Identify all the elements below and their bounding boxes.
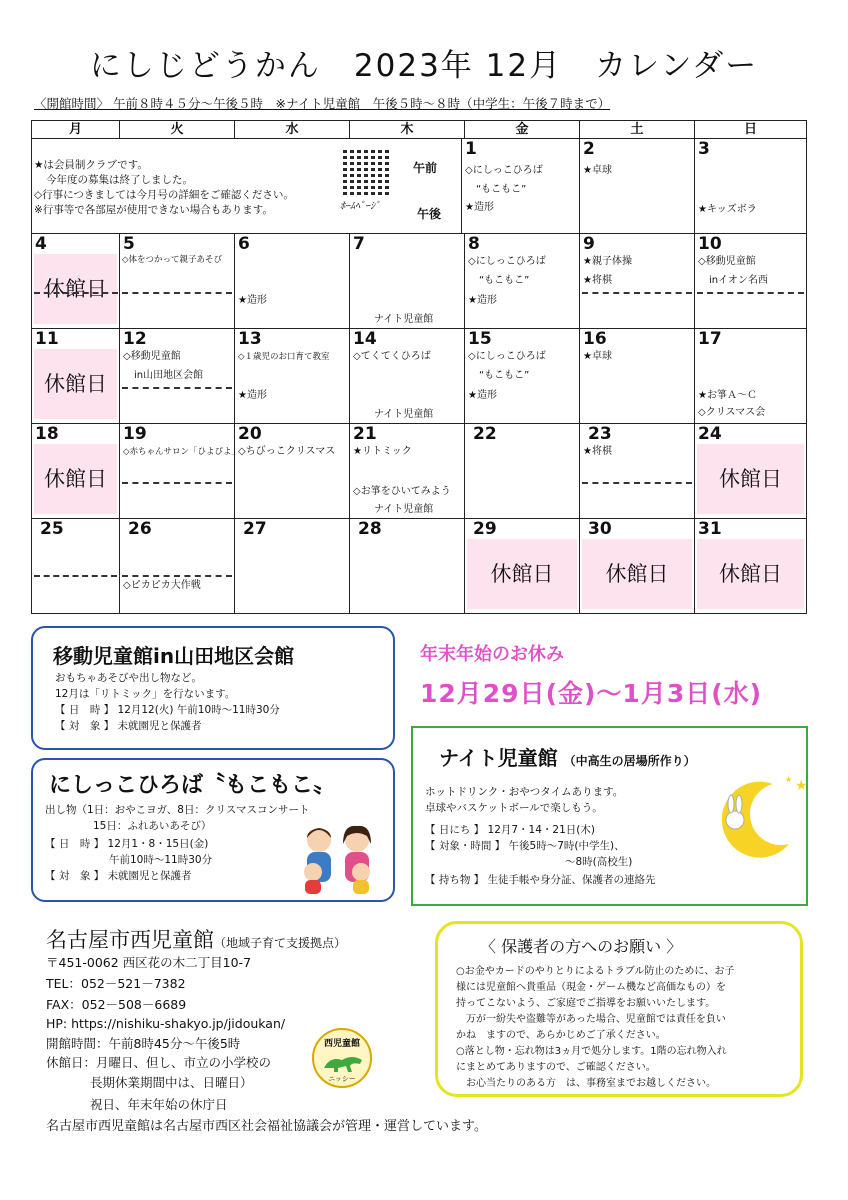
mokomoko-line: 出し物（1日：おやこヨガ、8日：クリスマスコンサート <box>45 804 310 816</box>
day-number: 12 <box>123 329 147 349</box>
closed-label: 休館日 <box>34 444 117 514</box>
day-number: 7 <box>353 234 365 254</box>
day-cell <box>580 424 695 519</box>
day-number: 24 <box>698 424 722 444</box>
closed-label: 休館日 <box>34 254 117 324</box>
parents-request-title: 〈 保護者の方へのお願い 〉 <box>480 937 683 956</box>
mokomoko-line: 【 対 象 】 未就園児と保護者 <box>45 870 192 882</box>
qr-code[interactable] <box>343 147 391 195</box>
day-number: 25 <box>40 519 64 539</box>
note-line: ◇行事につきましては今月号の詳細をご確認ください。 <box>34 189 294 201</box>
event: ◇クリスマス会 <box>698 407 766 418</box>
day-number: 11 <box>35 329 59 349</box>
day-cell <box>32 424 120 519</box>
event: “もこもこ” <box>476 184 527 195</box>
event: in山田地区会館 <box>134 370 204 381</box>
day-number: 17 <box>698 329 722 349</box>
request-line: かね ますので、あらかじめご了承ください。 <box>456 1030 666 1041</box>
day-cell <box>695 424 806 519</box>
request-line: お心当たりのある方 は、事務室までお越しください。 <box>456 1078 716 1089</box>
event: ナイト児童館 <box>374 314 434 325</box>
day-number: 19 <box>123 424 147 444</box>
weekday-sat: 土 <box>580 121 695 139</box>
day-number: 22 <box>473 424 497 444</box>
day-cell <box>120 329 235 424</box>
day-number: 16 <box>583 329 607 349</box>
day-cell <box>235 329 350 424</box>
day-cell <box>580 139 695 234</box>
event: ◇にしっこひろば <box>465 165 543 176</box>
yearend-heading: 年末年始のお休み <box>420 644 564 665</box>
center-name <box>46 924 346 954</box>
event: ◇ピカピカ大作戦 <box>123 580 201 591</box>
request-line: ○お金やカードのやりとりによるトラブル防止のために、お子 <box>456 966 735 977</box>
day-number: 21 <box>353 424 377 444</box>
weekday-fri: 金 <box>465 121 580 139</box>
day-cell <box>350 329 465 424</box>
day-cell <box>350 234 465 329</box>
day-cell <box>32 519 120 613</box>
closed-days: 休館日：月曜日、但し、市立の小学校の <box>46 1055 272 1070</box>
mobile-center-title: 移動児童館in山田地区会館 <box>53 644 295 668</box>
day-number: 10 <box>698 234 722 254</box>
event: ナイト児童館 <box>374 504 434 515</box>
day-number: 14 <box>353 329 377 349</box>
event: ◇にしっこひろば <box>468 256 546 267</box>
event: “もこもこ” <box>479 370 530 381</box>
day-number: 5 <box>123 234 135 254</box>
event: ◇移動児童館 <box>698 256 756 267</box>
closed-label: 休館日 <box>582 539 692 609</box>
day-cell <box>580 519 695 613</box>
event: ★造形 <box>238 295 267 306</box>
address: 〒451-0062 西区花の木二丁目10-7 <box>46 955 252 970</box>
event: ◇移動児童館 <box>123 351 181 362</box>
event: ★造形 <box>465 202 494 213</box>
day-cell <box>235 519 350 613</box>
weekday-thu: 木 <box>350 121 465 139</box>
event: ◇お箏をひいてみよう <box>353 486 451 497</box>
day-number: 13 <box>238 329 262 349</box>
mobile-center-line: 12月は「リトミック」を行ないます。 <box>55 688 236 700</box>
day-number: 15 <box>468 329 492 349</box>
mokomoko-box <box>31 758 395 902</box>
request-line: にまとめてありますので、ご確認ください。 <box>456 1062 656 1073</box>
mokomoko-title: にしっこひろば〝もこもこ〟 <box>49 773 336 798</box>
day-number: 3 <box>698 139 710 159</box>
page-title: にしじどうかん 2023年 12月 カレンダー <box>89 48 759 84</box>
event: ◇ちびっこクリスマス <box>238 446 336 457</box>
weekday-wed: 水 <box>235 121 350 139</box>
center-name-text: 名古屋市西児童館 <box>46 928 214 952</box>
night-center-line: 【 対象・時間 】 午後5時～7時(中学生)、 <box>425 840 625 852</box>
homepage-link[interactable]: HP: https://nishiku-shakyo.jp/jidoukan/ <box>46 1016 286 1031</box>
mobile-center-line: おもちゃあそびや出し物など。 <box>55 672 202 684</box>
day-number: 30 <box>588 519 612 539</box>
mokomoko-line: 15日：ふれあいあそび） <box>93 820 212 832</box>
yearend-dates: 12月29日(金)～1月3日(水) <box>420 679 763 708</box>
night-center-line: 【 日にち 】 12月7・14・21日(木) <box>425 824 595 836</box>
mobile-center-line: 【 対 象 】 未就園児と保護者 <box>55 720 202 732</box>
day-number: 4 <box>35 234 47 254</box>
night-center-box <box>411 726 808 906</box>
day-number: 6 <box>238 234 250 254</box>
request-line: 万が一紛失や盗難等があった場合、児童館では責任を負い <box>456 1014 726 1025</box>
day-cell <box>695 329 806 424</box>
note-line: 今年度の募集は終了しました。 <box>46 174 193 186</box>
day-number: 29 <box>473 519 497 539</box>
event: ★お箏Ａ～Ｃ <box>698 390 757 401</box>
night-center-subtitle: （中高生の居場所作り） <box>563 754 696 768</box>
qr-label: ﾎｰﾑﾍﾟｰｼﾞ <box>340 201 380 212</box>
event: ◇体をつかって親子あそび <box>122 255 223 265</box>
night-center-line: 【 持ち物 】 生徒手帳や身分証、保護者の連絡先 <box>425 874 656 886</box>
request-line: 持ってこないよう、ご家庭でご指導をお願いいたします。 <box>456 998 716 1009</box>
event: ★卓球 <box>583 351 612 362</box>
center-name-sub: （地域子育て支援拠点） <box>214 936 347 950</box>
event: ★造形 <box>468 390 497 401</box>
night-center-title <box>439 742 696 771</box>
am-label: 午前 <box>413 161 438 175</box>
day-number: 1 <box>465 139 477 159</box>
calendar <box>31 120 807 614</box>
day-cell <box>465 329 580 424</box>
request-line: ○落とし物・忘れ物は3ヵ月で処分します。1階の忘れ物入れ <box>456 1046 727 1057</box>
day-cell <box>120 234 235 329</box>
day-number: 20 <box>238 424 262 444</box>
mascot-logo <box>312 1028 372 1088</box>
event: ◇てくてくひろば <box>353 351 431 362</box>
day-number: 18 <box>35 424 59 444</box>
event: ★キッズボラ <box>698 204 757 215</box>
day-cell <box>350 424 465 519</box>
day-cell <box>350 519 465 613</box>
day-cell <box>695 139 806 234</box>
day-cell <box>120 519 235 613</box>
event: “もこもこ” <box>479 275 530 286</box>
event: ★リトミック <box>353 446 412 457</box>
day-cell <box>235 234 350 329</box>
pm-label: 午後 <box>417 207 442 221</box>
request-line: 様には児童館へ貴重品（現金・ゲーム機など高価なもの）を <box>456 982 726 993</box>
night-center-line: 卓球やバスケットボールで楽しもう。 <box>425 802 603 814</box>
day-cell <box>32 329 120 424</box>
day-cell <box>465 234 580 329</box>
closed-days: 祝日、年末年始の休庁日 <box>90 1097 228 1112</box>
day-number: 9 <box>583 234 595 254</box>
night-center-line: ～8時(高校生) <box>565 856 633 868</box>
note-line: ★は会員制クラブです。 <box>34 159 148 171</box>
day-cell <box>120 424 241 519</box>
day-cell <box>695 234 806 329</box>
mobile-center-line: 【 日 時 】 12月12(火) 午前10時～11時30分 <box>55 704 280 716</box>
closed-label: 休館日 <box>467 539 577 609</box>
weekday-mon: 月 <box>32 121 120 139</box>
event: ★卓球 <box>583 165 612 176</box>
day-cell <box>580 234 695 329</box>
dinosaur-icon <box>322 1050 366 1074</box>
mascot-name: ニッシー <box>328 1075 356 1083</box>
mokomoko-line: 【 日 時 】 12月1・8・15日(金) <box>45 838 209 850</box>
day-number: 8 <box>468 234 480 254</box>
day-cell <box>580 329 695 424</box>
opening-hours: 〈開館時間〉 午前８時４５分～午後５時 ※ナイト児童館 午後５時～８時（中学生：午後７時まで） <box>34 96 611 111</box>
day-number: 31 <box>698 519 722 539</box>
event: ★造形 <box>238 390 267 401</box>
day-number: 2 <box>583 139 595 159</box>
event: ★将棋 <box>583 446 612 457</box>
mascot-label: 西児童館 <box>323 1039 360 1049</box>
closed-days: 長期休業期間中は、日曜日） <box>90 1075 253 1090</box>
management-note: 名古屋市西児童館は名古屋市西区社会福祉協議会が管理・運営しています。 <box>46 1119 487 1134</box>
night-center-title-text: ナイト児童館 <box>439 746 558 770</box>
family-illustration <box>291 822 387 896</box>
day-cell <box>465 424 580 519</box>
day-number: 23 <box>588 424 612 444</box>
night-center-line: ホットドリンク・おやつタイムあります。 <box>425 786 624 798</box>
day-cell <box>465 519 580 613</box>
event: ◇赤ちゃんサロン「ひよぴよ」 <box>123 447 241 457</box>
event: ◇１歳児のお口育て教室 <box>238 352 330 362</box>
calendar-notes <box>32 139 462 234</box>
day-number: 26 <box>128 519 152 539</box>
weekday-tue: 火 <box>120 121 235 139</box>
parents-request-box <box>435 921 803 1097</box>
day-cell <box>695 519 806 613</box>
note-line: ※行事等で各部屋が使用できない場合もあります。 <box>34 204 273 216</box>
mobile-center-box <box>31 626 395 750</box>
day-number: 28 <box>358 519 382 539</box>
open-hours: 開館時間：午前8時45分～午後5時 <box>46 1036 241 1051</box>
event: ★造形 <box>468 295 497 306</box>
tel: TEL：052－521－7382 <box>46 976 186 991</box>
event: inイオン名西 <box>709 275 768 286</box>
fax: FAX：052－508－6689 <box>46 997 187 1012</box>
closed-label: 休館日 <box>34 349 117 419</box>
day-number: 27 <box>243 519 267 539</box>
event: ◇にしっこひろば <box>468 351 546 362</box>
svg-text:★: ★ <box>795 778 808 794</box>
day-cell <box>462 139 580 234</box>
mokomoko-line: 午前10時～11時30分 <box>109 854 213 866</box>
closed-label: 休館日 <box>697 444 804 514</box>
event: ★親子体操 <box>583 256 632 267</box>
event: ナイト児童館 <box>374 409 434 420</box>
day-cell <box>32 234 120 329</box>
event: ★将棋 <box>583 275 612 286</box>
day-cell <box>235 424 350 519</box>
svg-text:★: ★ <box>785 775 793 784</box>
moon-rabbit-illustration <box>713 774 808 860</box>
weekday-sun: 日 <box>695 121 806 139</box>
closed-label: 休館日 <box>697 539 804 609</box>
